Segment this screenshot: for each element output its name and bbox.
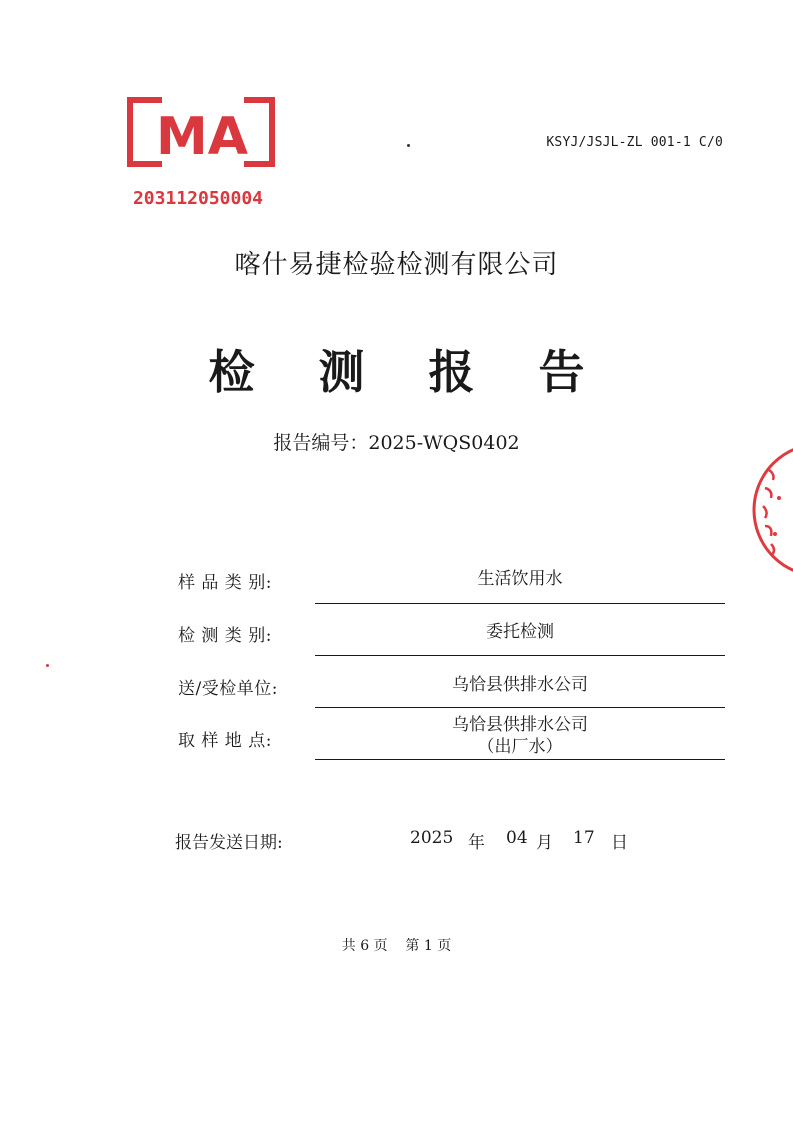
field-label-test-type: 检 测 类 别: bbox=[178, 626, 272, 646]
send-date-day-unit: 日 bbox=[611, 833, 628, 853]
send-date-year: 2025 bbox=[410, 828, 454, 848]
send-date-label: 报告发送日期: bbox=[175, 833, 283, 853]
send-date-month: 04 bbox=[506, 828, 528, 848]
page-current: 第 1 页 bbox=[405, 938, 452, 954]
field-value-test-type: 委托检测 bbox=[486, 622, 554, 642]
report-number bbox=[0, 428, 793, 455]
field-label-sample-type: 样 品 类 别: bbox=[178, 573, 272, 593]
field-underline bbox=[315, 759, 725, 760]
report-number-label: 报告编号： bbox=[273, 432, 369, 454]
cma-stamp-icon bbox=[122, 92, 282, 212]
page-total: 共 6 页 bbox=[341, 938, 388, 954]
report-number-value: 2025-WQS0402 bbox=[368, 432, 520, 454]
field-value-sampling-site bbox=[315, 714, 725, 758]
sampling-site-line1: 乌恰县供排水公司 bbox=[452, 715, 588, 735]
page-indicator bbox=[0, 935, 793, 955]
send-date-day: 17 bbox=[573, 828, 595, 848]
report-title: 检 测 报 告 bbox=[208, 345, 609, 399]
cma-stamp-number: 203112050004 bbox=[132, 188, 264, 209]
sampling-site-line2: （出厂水） bbox=[477, 737, 563, 757]
company-name: 喀什易捷检验检测有限公司 bbox=[234, 250, 559, 280]
cma-stamp-mark: MA bbox=[156, 107, 248, 167]
field-underline bbox=[315, 603, 725, 604]
send-date-year-unit: 年 bbox=[468, 833, 485, 853]
field-label-sampling-site: 取 样 地 点: bbox=[178, 731, 272, 751]
cma-stamp bbox=[122, 92, 282, 212]
field-underline bbox=[315, 707, 725, 708]
field-underline bbox=[315, 655, 725, 656]
company-seal-partial bbox=[745, 440, 793, 590]
field-value-client: 乌恰县供排水公司 bbox=[452, 675, 588, 695]
field-label-client: 送/受检单位: bbox=[178, 679, 278, 699]
seal-icon bbox=[745, 440, 793, 590]
send-date-month-unit: 月 bbox=[536, 833, 553, 853]
speck bbox=[407, 144, 410, 147]
field-value-sample-type: 生活饮用水 bbox=[477, 569, 563, 589]
red-speck bbox=[46, 664, 49, 667]
document-code: KSYJ/JSJL-ZL 001-1 C/0 bbox=[546, 135, 723, 150]
